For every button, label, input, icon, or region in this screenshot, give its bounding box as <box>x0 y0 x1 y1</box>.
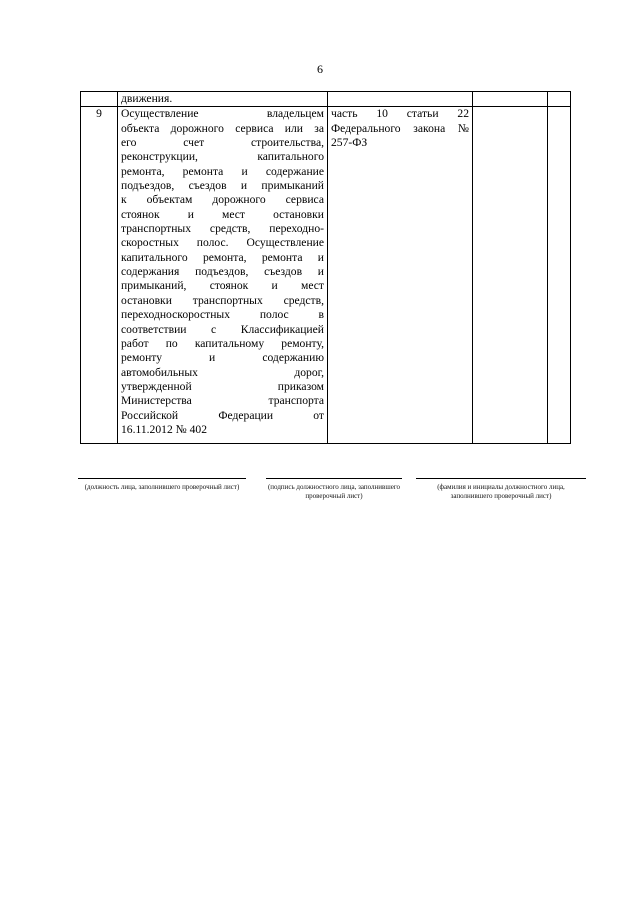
text-line: работ по капитальному ремонту, <box>121 336 324 350</box>
note-cell <box>548 107 571 444</box>
text-line: Осуществление владельцем <box>121 107 324 121</box>
cell-number-empty <box>81 92 118 107</box>
text-line: 257-ФЗ <box>331 136 368 150</box>
text-line: скоростных полос. Осуществление <box>121 236 324 250</box>
table-row <box>81 107 571 444</box>
text-line: объекта дорожного сервиса или за <box>121 121 324 135</box>
text-line: Федерального закона № <box>331 121 469 135</box>
requirement-text <box>118 107 328 444</box>
text-line: капитального ремонта, ремонта и <box>121 250 324 264</box>
text-line: реконструкции, капитального <box>121 150 324 164</box>
text-line: примыканий, стоянок и мест <box>121 279 324 293</box>
answer-cell <box>473 107 548 444</box>
text-line: ремонту и содержанию <box>121 351 324 365</box>
text-line: транспортных средств, переходно- <box>121 222 324 236</box>
cell-note-empty <box>548 92 571 107</box>
table-row-continuation <box>81 92 571 107</box>
text-line: стоянок и мест остановки <box>121 207 324 221</box>
text-line: подъездов, съездов и примыканий <box>121 179 324 193</box>
text-line: часть 10 статьи 22 <box>331 107 469 121</box>
text-line: ремонта, ремонта и содержание <box>121 164 324 178</box>
text-line: автомобильных дорог, <box>121 365 324 379</box>
page-number: 6 <box>317 62 323 76</box>
text-line: утвержденной приказом <box>121 379 324 393</box>
signature-line: (подпись должностного лица, заполнившего проверочный лист) <box>266 478 402 501</box>
legal-reference <box>328 107 473 444</box>
text-line: Министерства транспорта <box>121 394 324 408</box>
cell-continuation: движения. <box>118 92 328 107</box>
name-signature-line: (фамилия и инициалы должностного лица, заполнившего проверочный лист) <box>416 478 586 501</box>
text-line: соответствии с Классификацией <box>121 322 324 336</box>
cell-answer-empty <box>473 92 548 107</box>
text-line: переходноскоростных полос в <box>121 308 324 322</box>
position-signature-line: (должность лица, заполнившего проверочный лист) <box>78 478 246 492</box>
text-line: 16.11.2012 № 402 <box>121 422 207 436</box>
text-line: Российской Федерации от <box>121 408 324 422</box>
text-line: его счет строительства, <box>121 136 324 150</box>
text-line: содержания подъездов, съездов и <box>121 265 324 279</box>
checklist-table <box>80 91 571 444</box>
cell-reference-empty <box>328 92 473 107</box>
text-line: остановки транспортных средств, <box>121 293 324 307</box>
row-number: 9 <box>81 107 118 444</box>
text-line: к объектам дорожного сервиса <box>121 193 324 207</box>
